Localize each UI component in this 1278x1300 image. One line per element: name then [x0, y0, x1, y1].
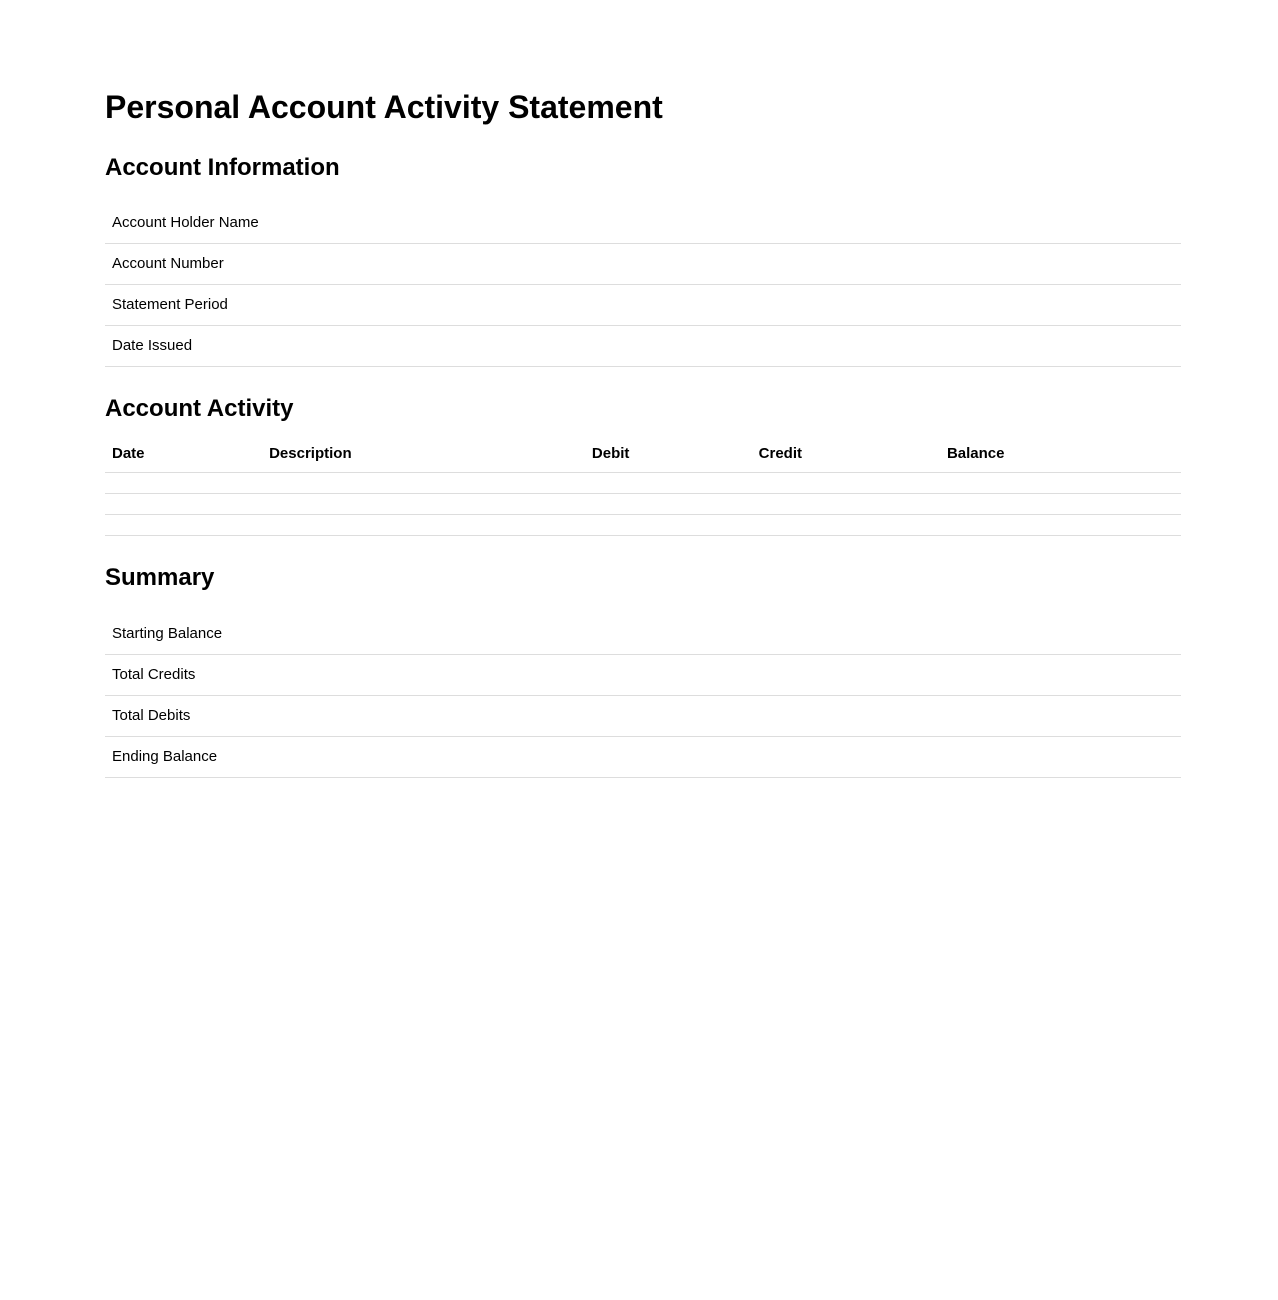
- section-heading-account-information: Account Information: [105, 153, 340, 181]
- activity-credit-cell[interactable]: [752, 472, 940, 493]
- statement-period-label: Statement Period: [105, 285, 535, 326]
- account-holder-name-label: Account Holder Name: [105, 203, 535, 244]
- table-row: [105, 244, 1181, 285]
- table-header-row: [105, 443, 1181, 473]
- activity-description-cell[interactable]: [262, 514, 585, 535]
- table-row: [105, 654, 1181, 695]
- column-header-description: Description: [262, 443, 585, 473]
- activity-debit-cell[interactable]: [585, 493, 752, 514]
- account-holder-name-value[interactable]: [535, 203, 1181, 244]
- table-row: [105, 614, 1181, 655]
- account-number-value[interactable]: [535, 244, 1181, 285]
- total-debits-value[interactable]: [535, 695, 1181, 736]
- account-information-table: [105, 203, 1181, 367]
- column-header-debit: Debit: [585, 443, 752, 473]
- total-credits-label: Total Credits: [105, 654, 535, 695]
- activity-balance-cell[interactable]: [940, 472, 1181, 493]
- statement-content: [105, 0, 1181, 1292]
- table-row: [105, 493, 1181, 514]
- starting-balance-value[interactable]: [535, 614, 1181, 655]
- activity-debit-cell[interactable]: [585, 514, 752, 535]
- table-row: [105, 695, 1181, 736]
- activity-balance-cell[interactable]: [940, 493, 1181, 514]
- table-row: [105, 472, 1181, 493]
- activity-credit-cell[interactable]: [752, 514, 940, 535]
- table-row: [105, 736, 1181, 777]
- table-row: [105, 514, 1181, 535]
- activity-description-cell[interactable]: [262, 493, 585, 514]
- activity-balance-cell[interactable]: [940, 514, 1181, 535]
- section-heading-account-activity: Account Activity: [105, 395, 294, 423]
- summary-table: [105, 614, 1181, 778]
- table-row: [105, 285, 1181, 326]
- activity-date-cell[interactable]: [105, 514, 262, 535]
- total-credits-value[interactable]: [535, 654, 1181, 695]
- column-header-date: Date: [105, 443, 262, 473]
- page-title: Personal Account Activity Statement: [105, 89, 663, 125]
- account-number-label: Account Number: [105, 244, 535, 285]
- table-row: [105, 326, 1181, 367]
- activity-debit-cell[interactable]: [585, 472, 752, 493]
- page-bottom-spacer: [105, 778, 1181, 1292]
- column-header-credit: Credit: [752, 443, 940, 473]
- activity-date-cell[interactable]: [105, 493, 262, 514]
- activity-description-cell[interactable]: [262, 472, 585, 493]
- activity-date-cell[interactable]: [105, 472, 262, 493]
- date-issued-label: Date Issued: [105, 326, 535, 367]
- ending-balance-label: Ending Balance: [105, 736, 535, 777]
- date-issued-value[interactable]: [535, 326, 1181, 367]
- starting-balance-label: Starting Balance: [105, 614, 535, 655]
- ending-balance-value[interactable]: [535, 736, 1181, 777]
- table-row: [105, 203, 1181, 244]
- account-activity-table: [105, 443, 1181, 536]
- activity-credit-cell[interactable]: [752, 493, 940, 514]
- column-header-balance: Balance: [940, 443, 1181, 473]
- statement-period-value[interactable]: [535, 285, 1181, 326]
- total-debits-label: Total Debits: [105, 695, 535, 736]
- section-heading-summary: Summary: [105, 563, 215, 591]
